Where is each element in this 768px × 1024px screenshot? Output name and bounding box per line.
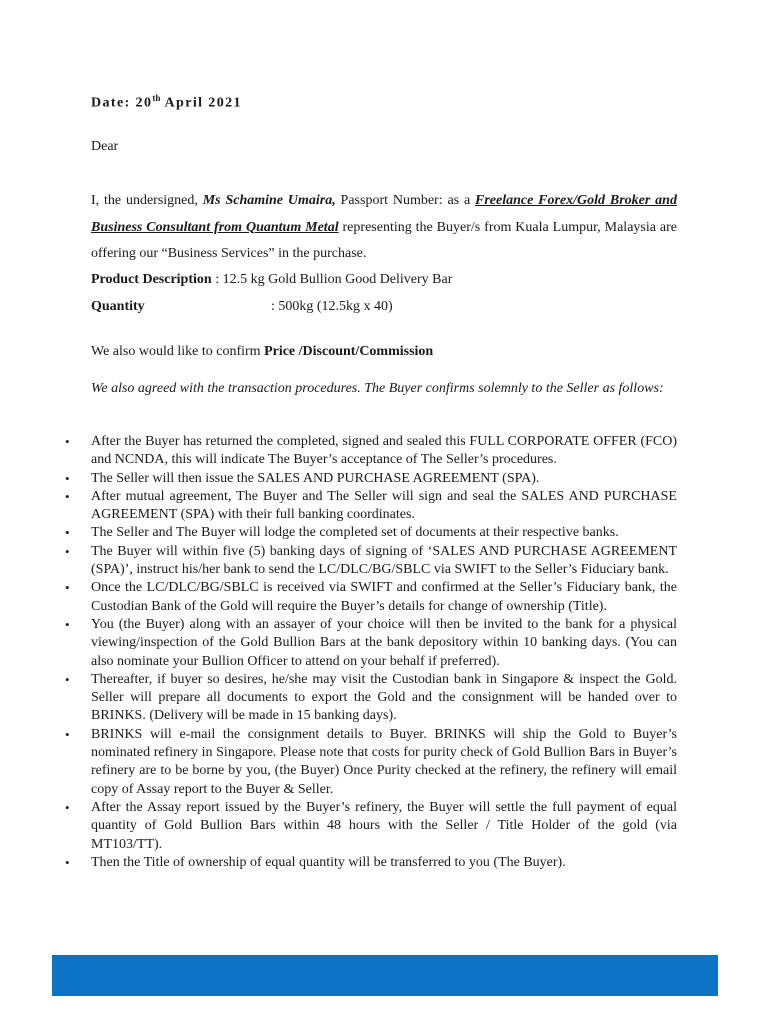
bullet-icon: • [65, 525, 70, 541]
list-item-text: The Seller and The Buyer will lodge the completed set of documents at their respective banks. [91, 525, 619, 541]
date-rest: April 2021 [160, 95, 242, 111]
date-line [91, 93, 242, 112]
bullet-icon: • [65, 854, 70, 870]
procedures-intro: We also agreed with the transaction procedures. The Buyer confirms solemnly to the Seller as follows: [91, 381, 664, 396]
list-item [65, 470, 677, 488]
bullet-icon: • [65, 726, 70, 742]
footer-bar [52, 955, 718, 996]
list-item [65, 799, 677, 854]
list-item [65, 854, 677, 872]
list-item-text: After the Buyer has returned the completed, signed and sealed this FULL CORPORATE OFFER (FCO) and NCNDA, this will indicate The Buyer’s acceptance of The Seller’s procedures. [91, 434, 677, 468]
list-item [65, 524, 677, 542]
list-item-text: After mutual agreement, The Buyer and The Seller will sign and seal the SALES AND PURCHASE AGREEMENT (SPA) with their full banking coordinates. [91, 488, 677, 523]
list-item [65, 543, 677, 580]
list-item-text: BRINKS will e-mail the consignment details to Buyer. BRINKS will ship the Gold to Buyer’s nominated refinery in Singapore. Please note that costs for purity check of Gold Bullion Bars in Buyer’s refinery are to be borne by you, (the Buyer) Once Purity checked at the refinery, the refinery will email copy of Assay report to the Buyer & Seller. [91, 726, 677, 797]
list-item [65, 433, 677, 470]
list-item-text: You (the Buyer) along with an assayer of your choice will then be invited to the bank for a physical viewing/inspection of the Gold Bullion Bars at the bank depository within 10 banking days. (You can also nominate your Bullion Officer to attend on your behalf if preferred). [91, 616, 677, 669]
list-item-text: The Buyer will within five (5) banking days of signing of ‘SALES AND PURCHASE AGREEMENT (SPA)’, instruct his/her bank to send the LC/DLC/BG/SBLC via SWIFT to the Seller’s Fiduciary bank. [91, 543, 677, 578]
bullet-icon: • [65, 488, 70, 504]
list-item [65, 726, 677, 799]
date-label: Date: 20 [91, 95, 153, 111]
product-description-line [91, 272, 452, 288]
sender-name: Ms Schamine Umaira, [202, 193, 336, 208]
quantity-value: : 500kg (12.5kg x 40) [271, 299, 393, 314]
intro-part1: I, the undersigned, [91, 193, 203, 208]
list-item-text: Once the LC/DLC/BG/SBLC is received via SWIFT and confirmed at the Seller’s Fiduciary bank, the Custodian Bank of the Gold will require the Buyer’s details for change of ownership (Title). [91, 580, 677, 614]
intro-part3: representing the Buyer/s from Kuala Lumpur, Malaysia are offering our “Business Services” in the purchase. [91, 219, 677, 261]
confirm-text: We also would like to confirm [91, 344, 265, 359]
confirm-line [91, 344, 433, 360]
intro-part2: Passport Number: as a [335, 193, 475, 208]
procedures-list [65, 433, 677, 872]
bullet-icon: • [65, 470, 70, 486]
list-item [65, 579, 677, 616]
quantity-line [91, 299, 393, 315]
salutation: Dear [91, 139, 119, 154]
intro-paragraph [91, 188, 677, 268]
list-item-text: The Seller will then issue the SALES AND PURCHASE AGREEMENT (SPA). [91, 470, 540, 486]
sender-role: Freelance Forex/Gold Broker and Business Consultant from Quantum Metal [91, 193, 677, 235]
list-item [65, 671, 677, 726]
product-value: : 12.5 kg Gold Bullion Good Delivery Bar [211, 272, 453, 287]
bullet-icon: • [65, 543, 70, 559]
list-item [65, 616, 677, 671]
bullet-icon: • [65, 671, 70, 687]
date-superscript: th [152, 93, 161, 103]
list-item-text: Then the Title of ownership of equal quantity will be transferred to you (The Buyer). [91, 854, 566, 870]
list-item-text: After the Assay report issued by the Buyer’s refinery, the Buyer will settle the full payment of equal quantity of Gold Bullion Bars within 48 hours with the Seller / Title Holder of the gold (via MT103/TT). [91, 799, 677, 852]
confirm-bold: Price /Discount/Commission [264, 344, 434, 359]
quantity-label: Quantity [91, 299, 145, 314]
bullet-icon: • [65, 580, 70, 596]
bullet-icon: • [65, 799, 70, 815]
bullet-icon: • [65, 616, 70, 632]
list-item [65, 488, 677, 525]
product-label: Product Description [91, 272, 212, 287]
bullet-icon: • [65, 434, 70, 449]
list-item-text: Thereafter, if buyer so desires, he/she may visit the Custodian bank in Singapore & inspect the Gold. Seller will prepare all documents to export the Gold and the consignment will be handed over to BRINKS. (Delivery will be made in 15 banking days). [91, 671, 677, 724]
